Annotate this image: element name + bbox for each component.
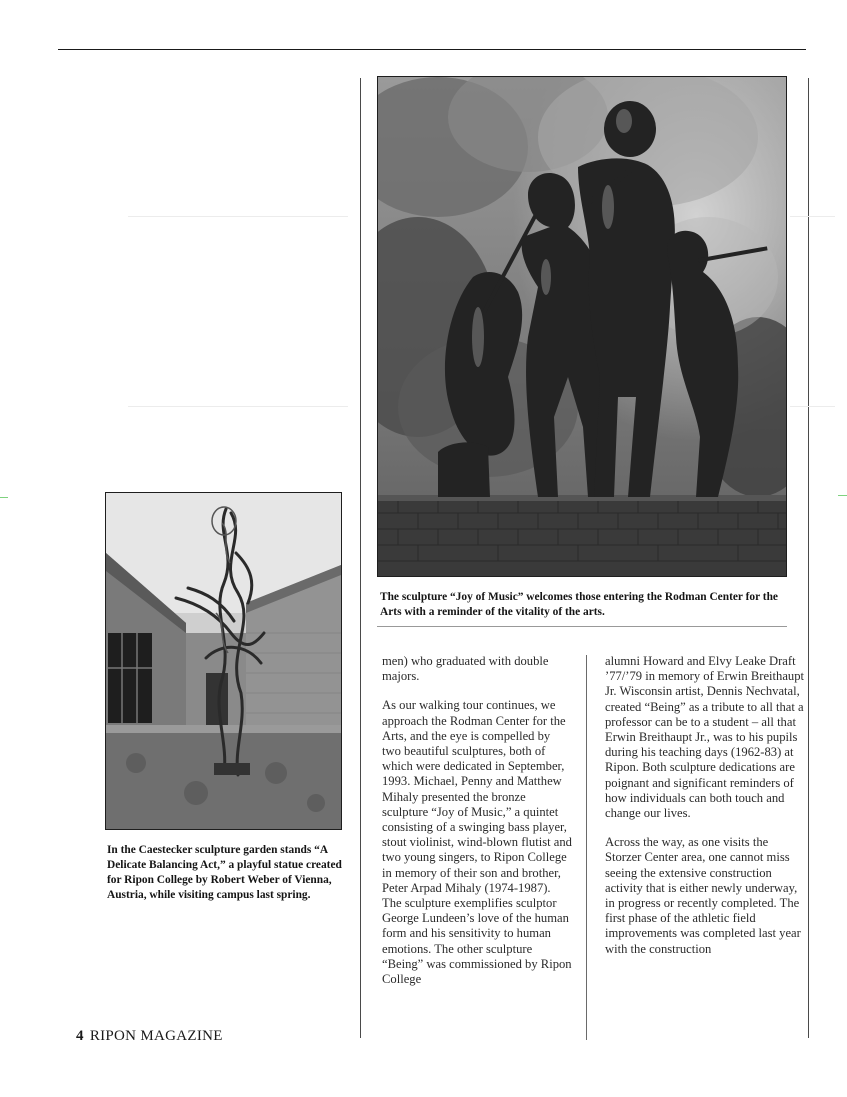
column-divider <box>808 78 809 1038</box>
article-column-middle <box>382 654 572 987</box>
article-paragraph: alumni Howard and Elvy Leake Draft ’77/’79 in memory of Erwin Breithaupt Jr. Wisconsin artist, Dennis Nechvatal, created “Being” as a tribute to all that a professor can be to a student – all that Erwin Breithaupt Jr., was to his pupils during his teaching days (1962-83) at Ripon. Both sculpture dedications are poignant and significant reminders of how individuals can both touch and change our lives. <box>605 654 805 821</box>
column-divider <box>586 655 587 1040</box>
scan-registration-mark <box>838 495 847 496</box>
balancing-act-photo <box>105 492 342 830</box>
joy-of-music-caption: The sculpture “Joy of Music” welcomes those entering the Rodman Center for the Arts with a reminder of the vitality of the arts. <box>380 591 778 618</box>
balancing-act-caption: In the Caestecker sculpture garden stands “A Delicate Balancing Act,” a playful statue created for Ripon College by Robert Weber of Vienna, Austria, while visiting campus last spring. <box>107 844 342 901</box>
column-divider <box>360 78 361 1038</box>
scan-registration-mark <box>0 497 8 498</box>
article-paragraph: Across the way, as one visits the Storzer Center area, one cannot miss seeing the extensive construction activity that is either newly underway, in progress or recently completed. The first phase of the athletic field improvements was completed last year with the construction <box>605 835 801 956</box>
faint-scan-rule <box>790 406 835 407</box>
page-folio <box>76 1028 223 1045</box>
article-column-right <box>605 654 805 957</box>
faint-scan-rule <box>128 216 348 217</box>
faint-scan-rule <box>790 216 835 217</box>
article-paragraph: As our walking tour continues, we approach the Rodman Center for the Arts, and the eye is compelled by two beautiful sculptures, both of which were dedicated in September, 1993. Michael, Penny and Matthew Mihaly presented the bronze sculpture “Joy of Music,” a quintet consisting of a swinging bass player, stout violinist, wind-blown flutist and two young singers, to Ripon College in memory of their son and brother, Peter Arpad Mihaly (1974-1987). The sculpture exemplifies sculptor George Lundeen’s love of the human form and his sensitivity to human emotions. The other sculpture “Being” was commissioned by Ripon College <box>382 698 572 987</box>
joy-of-music-photo <box>377 76 787 577</box>
top-rule <box>58 49 806 50</box>
faint-scan-rule <box>128 406 348 407</box>
caption-rule <box>377 626 787 627</box>
page-number: 4 <box>76 1028 84 1044</box>
magazine-title: RIPON MAGAZINE <box>89 1028 223 1044</box>
article-paragraph: men) who graduated with double majors. <box>382 654 549 684</box>
